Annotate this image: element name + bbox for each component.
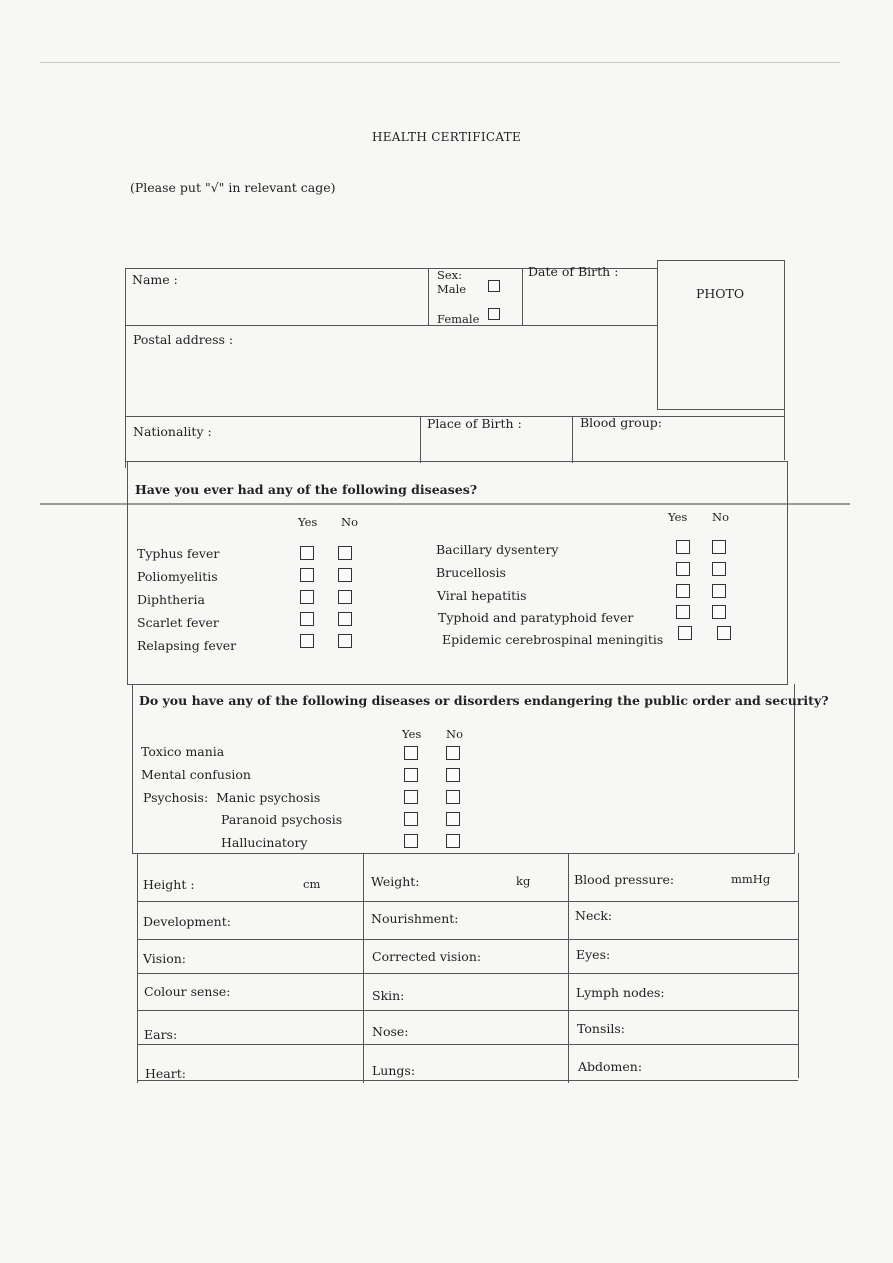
disorder-yes-checkbox[interactable] [404, 812, 418, 826]
disease-left-item: Scarlet fever [137, 615, 219, 630]
male-checkbox[interactable] [488, 280, 500, 292]
disease-left-no-checkbox[interactable] [338, 590, 352, 604]
female-label: Female [437, 312, 480, 326]
disease-left-yes-checkbox[interactable] [300, 546, 314, 560]
vision-label: Vision: [143, 951, 187, 966]
heart-label: Heart: [145, 1066, 186, 1081]
disease-right-yes-checkbox[interactable] [678, 626, 692, 640]
blood-pressure-label: Blood pressure: [574, 872, 675, 887]
tonsils-label: Tonsils: [577, 1021, 625, 1036]
colour-sense-label: Colour sense: [144, 984, 231, 999]
scan-artifact-band [40, 503, 850, 505]
disease-right-yes-checkbox[interactable] [676, 540, 690, 554]
disorder-item: Psychosis: Manic psychosis [143, 790, 321, 805]
disease-left-no-checkbox[interactable] [338, 568, 352, 582]
disorder-no-checkbox[interactable] [446, 790, 460, 804]
disease-left-yes-checkbox[interactable] [300, 568, 314, 582]
scan-artifact [40, 62, 840, 63]
disease-right-no-checkbox[interactable] [712, 540, 726, 554]
weight-label: Weight: [371, 874, 420, 889]
diseases-no-header-right: No [712, 510, 729, 524]
skin-label: Skin: [372, 988, 405, 1003]
neck-label: Neck: [575, 908, 613, 923]
disease-left-no-checkbox[interactable] [338, 546, 352, 560]
abdomen-label: Abdomen: [578, 1059, 643, 1074]
diseases-yes-header-left: Yes [298, 515, 318, 529]
postal-address-label: Postal address : [133, 332, 234, 347]
development-label: Development: [143, 914, 231, 929]
disorder-item: Mental confusion [141, 767, 251, 782]
disease-left-yes-checkbox[interactable] [300, 634, 314, 648]
disease-right-item: Epidemic cerebrospinal meningitis [442, 632, 664, 647]
lungs-label: Lungs: [372, 1063, 416, 1078]
disease-left-item: Typhus fever [137, 546, 220, 561]
disease-right-item: Brucellosis [436, 565, 506, 580]
disease-left-item: Relapsing fever [137, 638, 237, 653]
photo-label: PHOTO [696, 286, 745, 301]
ears-label: Ears: [144, 1027, 178, 1042]
height-unit: cm [303, 877, 321, 891]
disease-left-yes-checkbox[interactable] [300, 590, 314, 604]
disease-right-no-checkbox[interactable] [712, 584, 726, 598]
disease-right-item: Viral hepatitis [437, 588, 527, 603]
disorder-no-checkbox[interactable] [446, 746, 460, 760]
nose-label: Nose: [372, 1024, 409, 1039]
disorder-item: Hallucinatory [221, 835, 308, 850]
disease-right-yes-checkbox[interactable] [676, 605, 690, 619]
disorder-item: Toxico mania [141, 744, 225, 759]
disorder-no-checkbox[interactable] [446, 768, 460, 782]
instruction-text: (Please put "√" in relevant cage) [130, 180, 336, 195]
disease-right-item: Bacillary dysentery [436, 542, 559, 557]
sex-label: Sex: [437, 268, 463, 282]
disease-right-yes-checkbox[interactable] [676, 562, 690, 576]
disorder-yes-checkbox[interactable] [404, 746, 418, 760]
disease-left-item: Diphtheria [137, 592, 205, 607]
disease-right-yes-checkbox[interactable] [676, 584, 690, 598]
disorder-yes-checkbox[interactable] [404, 790, 418, 804]
place-of-birth-label: Place of Birth : [427, 416, 522, 431]
weight-unit: kg [516, 874, 531, 888]
name-label: Name : [132, 272, 178, 287]
nationality-label: Nationality : [133, 424, 212, 439]
disease-left-no-checkbox[interactable] [338, 634, 352, 648]
disorder-no-checkbox[interactable] [446, 812, 460, 826]
disease-right-item: Typhoid and paratyphoid fever [438, 610, 634, 625]
diseases-question: Have you ever had any of the following diseases? [135, 482, 478, 497]
lymph-nodes-label: Lymph nodes: [576, 985, 665, 1000]
eyes-label: Eyes: [576, 947, 611, 962]
disorders-question: Do you have any of the following diseases or disorders endangering the public order and security? [139, 693, 829, 708]
female-checkbox[interactable] [488, 308, 500, 320]
male-label: Male [437, 282, 467, 296]
disorder-item: Paranoid psychosis [221, 812, 343, 827]
disorder-yes-checkbox[interactable] [404, 834, 418, 848]
disorders-yes-header: Yes [402, 727, 422, 741]
document-title: HEALTH CERTIFICATE [371, 130, 522, 144]
disorders-no-header: No [446, 727, 463, 741]
diseases-yes-header-right: Yes [668, 510, 688, 524]
disease-left-item: Poliomyelitis [137, 569, 218, 584]
diseases-no-header-left: No [341, 515, 358, 529]
disease-right-no-checkbox[interactable] [712, 562, 726, 576]
disease-left-yes-checkbox[interactable] [300, 612, 314, 626]
blood-group-label: Blood group: [580, 415, 662, 430]
blood-pressure-unit: mmHg [731, 872, 771, 886]
disorder-yes-checkbox[interactable] [404, 768, 418, 782]
height-label: Height : [143, 877, 195, 892]
disease-right-no-checkbox[interactable] [712, 605, 726, 619]
disease-right-no-checkbox[interactable] [717, 626, 731, 640]
corrected-vision-label: Corrected vision: [372, 949, 482, 964]
disease-left-no-checkbox[interactable] [338, 612, 352, 626]
dob-label: Date of Birth : [528, 264, 619, 279]
disorder-no-checkbox[interactable] [446, 834, 460, 848]
nourishment-label: Nourishment: [371, 911, 459, 926]
